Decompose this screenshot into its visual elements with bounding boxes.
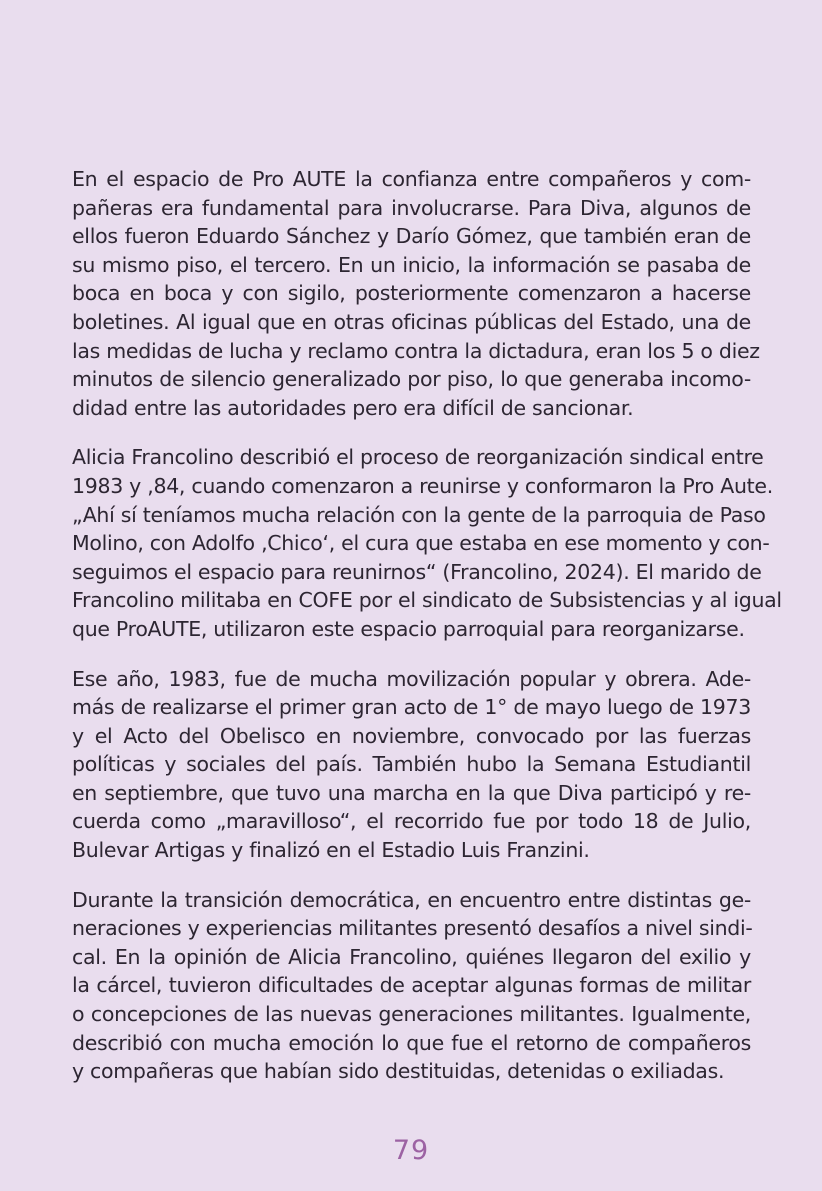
page-body-text xyxy=(72,165,782,1086)
paragraph-2-line-4: Molino, con Adolfo ‚Chico‘, el cura que estaba en ese momento y con- xyxy=(72,531,770,556)
paragraph-3-line-5: en septiembre, que tuvo una marcha en la que Diva participó y re- xyxy=(72,780,751,805)
paragraph-1-line-9: didad entre las autoridades pero era difícil de sancionar. xyxy=(72,395,634,420)
paragraph-2-line-7: que ProAUTE, utilizaron este espacio parroquial para reorganizarse. xyxy=(72,616,745,641)
paragraph-4-line-1: Durante la transición democrática, en encuentro entre distintas ge- xyxy=(72,887,751,912)
paragraph-2-line-3: „Ahí sí teníamos mucha relación con la gente de la parroquia de Paso xyxy=(72,502,766,527)
paragraph-3-line-7: Bulevar Artigas y finalizó en el Estadio Luis Franzini. xyxy=(72,838,590,863)
paragraph-2-line-1: Alicia Francolino describió el proceso de reorganización sindical entre xyxy=(72,445,764,470)
page-number: 79 xyxy=(392,1135,430,1166)
paragraph-1-line-4: su mismo piso, el tercero. En un inicio, la información se pasaba de xyxy=(72,252,751,277)
paragraph-1-line-3: ellos fueron Eduardo Sánchez y Darío Gómez, que también eran de xyxy=(72,224,751,249)
paragraph-4-line-4: la cárcel, tuvieron dificultades de aceptar algunas formas de militar xyxy=(72,973,751,998)
paragraph-4-line-2: neraciones y experiencias militantes presentó desafíos a nivel sindi- xyxy=(72,916,753,941)
paragraph-4-line-3: cal. En la opinión de Alicia Francolino, quiénes llegaron del exilio y xyxy=(72,944,751,969)
paragraph-1 xyxy=(72,165,760,422)
paragraph-3-line-2: más de realizarse el primer gran acto de 1° de mayo luego de 1973 xyxy=(72,695,751,720)
paragraph-2-line-6: Francolino militaba en COFE por el sindicato de Subsistencias y al igual xyxy=(72,588,782,613)
paragraph-1-line-7: las medidas de lucha y reclamo contra la dictadura, eran los 5 o diez xyxy=(72,338,760,363)
paragraph-2-line-5: seguimos el espacio para reunirnos“ (Francolino, 2024). El marido de xyxy=(72,559,762,584)
paragraph-3-line-1: Ese año, 1983, fue de mucha movilización popular y obrera. Ade- xyxy=(72,666,751,691)
paragraph-4-line-5: o concepciones de las nuevas generaciones militantes. Igualmente, xyxy=(72,1002,751,1027)
paragraph-4-line-6: describió con mucha emoción lo que fue el retorno de compañeros xyxy=(72,1030,751,1055)
paragraph-1-line-2: pañeras era fundamental para involucrarse. Para Diva, algunos de xyxy=(72,195,751,220)
paragraph-4 xyxy=(72,886,751,1086)
paragraph-1-line-6: boletines. Al igual que en otras oficinas públicas del Estado, una de xyxy=(72,309,751,334)
paragraph-3 xyxy=(72,665,751,865)
paragraph-3-line-6: cuerda como „maravilloso“, el recorrido fue por todo 18 de Julio, xyxy=(72,809,751,834)
paragraph-1-line-8: minutos de silencio generalizado por piso, lo que generaba incomo- xyxy=(72,367,751,392)
paragraph-1-line-1: En el espacio de Pro AUTE la confianza entre compañeros y com- xyxy=(72,167,751,191)
paragraph-3-line-4: políticas y sociales del país. También hubo la Semana Estudiantil xyxy=(72,752,751,777)
paragraph-1-line-5: boca en boca y con sigilo, posteriormente comenzaron a hacerse xyxy=(72,281,751,306)
paragraph-2 xyxy=(72,443,782,643)
paragraph-4-line-7: y compañeras que habían sido destituidas, detenidas o exiliadas. xyxy=(72,1059,725,1084)
paragraph-2-line-2: 1983 y ,84, cuando comenzaron a reunirse y conformaron la Pro Aute. xyxy=(72,473,773,498)
paragraph-3-line-3: y el Acto del Obelisco en noviembre, convocado por las fuerzas xyxy=(72,723,751,748)
